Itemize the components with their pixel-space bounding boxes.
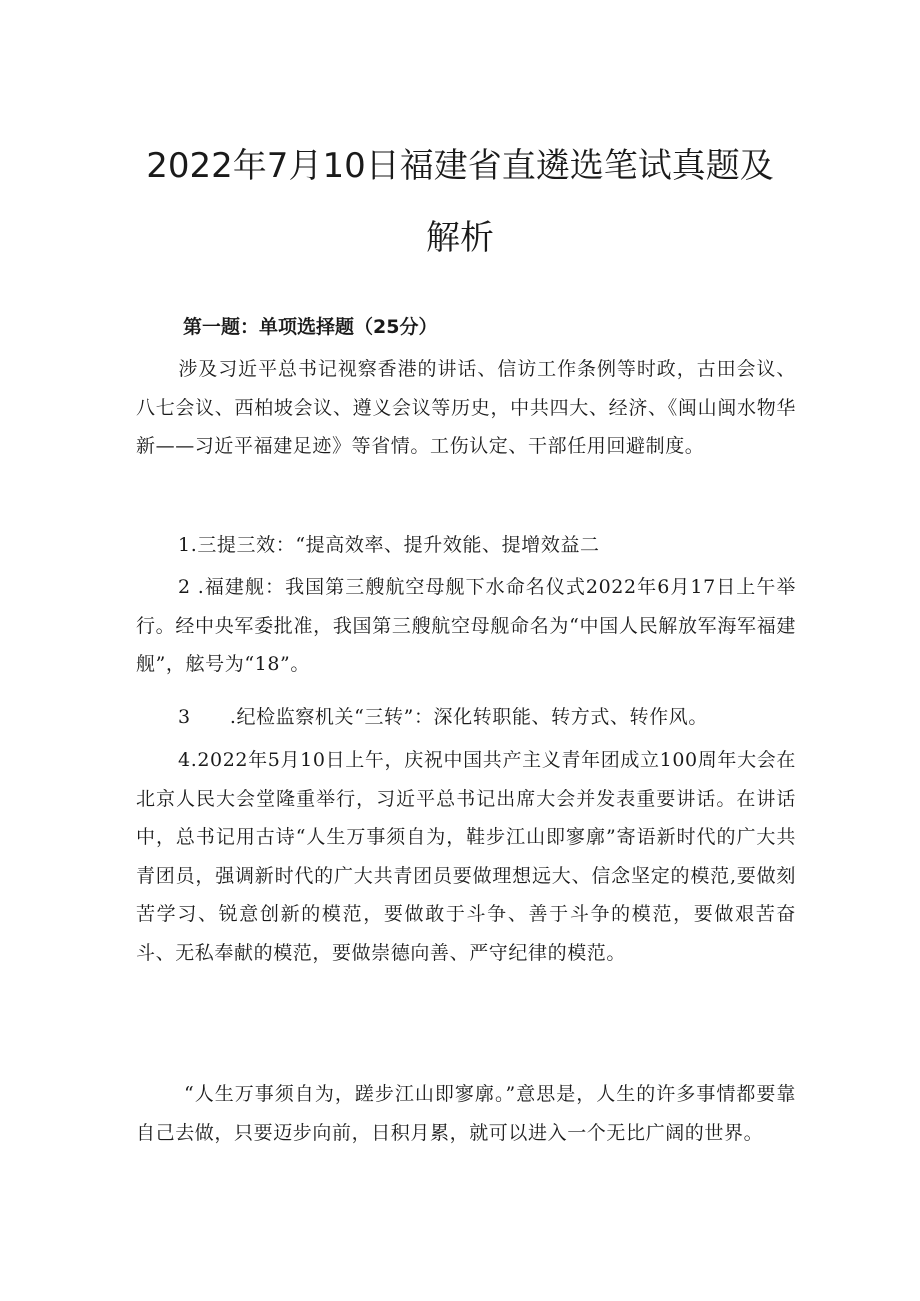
paragraph-intro-text: 涉及习近平总书记视察香港的讲话、信访工作条例等时政，古田会议、八七会议、西柏坡会议、遵义会议等历史，中共四大、经济、《闽山闽水物华新——习近平福建足迹》等省情。工伤认定、干部任用回避制度。: [136, 358, 796, 457]
paragraph-item-2: [136, 568, 796, 684]
document-title-line-2: 解析: [426, 218, 494, 258]
paragraph-item-3: [136, 698, 796, 737]
paragraph-item-1: [136, 526, 796, 565]
paragraph-intro: [136, 350, 796, 466]
paragraph-item-4-text: 4.2022年5月10日上午，庆祝中国共产主义青年团成立100周年大会在北京人民大会堂隆重举行，习近平总书记出席大会并发表重要讲话。在讲话中，总书记用古诗“人生万事须自为，鞋步江山即寥廓”寄语新时代的广大共青团员，强调新时代的广大共青团员要做理想远大、信念坚定的模范,要做刻苦学习、锐意创新的模范，要做敢于斗争、善于斗争的模范，要做艰苦奋斗、无私奉献的模范，要做崇德向善、严守纪律的模范。: [136, 749, 796, 964]
paragraph-item-1-text: 1.三提三效：“提高效率、提升效能、提增效益二: [178, 534, 600, 556]
paragraph-quote-explanation: [136, 1075, 796, 1152]
paragraph-item-3-text: 3 .纪检监察机关“三转”：深化转职能、转方式、转作风。: [178, 706, 708, 728]
paragraph-item-4: [136, 741, 796, 972]
section-heading: 第一题：单项选择题（25分）: [183, 316, 438, 338]
document-title-line-1: 2022年7月10日福建省直遴选笔试真题及: [146, 146, 774, 186]
paragraph-item-2-text: 2 .福建舰：我国第三艘航空母舰下水命名仪式2022年6月17日上午举行。经中央军委批准，我国第三艘航空母舰命名为“中国人民解放军海军福建舰”，舷号为“18”。: [136, 576, 796, 675]
paragraph-quote-text: “人生万事须自为，蹉步江山即寥廓。”意思是，人生的许多事情都要靠自己去做，只要迈步向前，日积月累，就可以进入一个无比广阔的世界。: [136, 1083, 796, 1144]
